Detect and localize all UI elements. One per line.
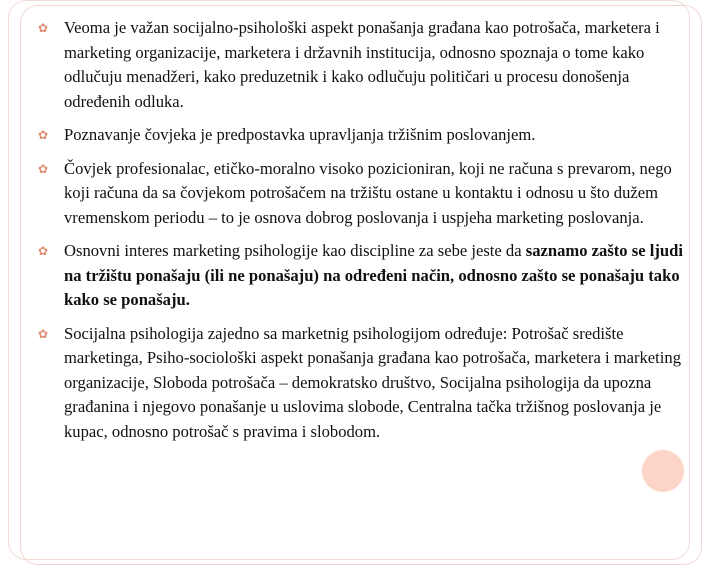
flower-bullet-icon: ✿	[38, 326, 49, 341]
bullet-text: Osnovni interes marketing psihologije kao discipline za sebe jeste da	[64, 241, 526, 260]
bullet-list	[36, 16, 686, 444]
decorative-circle	[641, 449, 685, 493]
bullet-text: Socijalna psihologija zajedno sa marketnig psihologijom određuje: Potrošač središte marketinga, Psiho-sociološki aspekt ponašanja građana kao potrošača, marketera i marketing organizacije, Sloboda potrošača – demokratsko društvo, Socijalna psihologija da upozna građanina i njegovo ponašanje u uslovima slobode, Centralna tačka tržišnog poslovanja je kupac, odnosno potrošač s pravima i slobodom.	[64, 323, 681, 441]
bullet-text: Veoma je važan socijalno-psihološki aspekt ponašanja građana kao potrošača, marketera i marketing organizacije, marketera i državnih institucija, odnosno spoznaja o tome kako odlučuju menadžeri, kako preduzetnik i kako odlučuju političari u procesu donošenja određenih odluka.	[64, 18, 660, 111]
bullet-item	[36, 322, 686, 445]
bullet-item	[36, 239, 686, 313]
flower-bullet-icon: ✿	[38, 244, 49, 258]
bullet-text: Poznavanje čovjeka je predpostavka upravljanja tržišnim poslovanjem.	[64, 125, 536, 144]
bullet-item	[36, 16, 686, 114]
flower-bullet-icon: ✿	[38, 161, 49, 176]
bullet-text: Čovjek profesionalac, etičko-moralno visoko pozicioniran, koji ne računa s prevarom, nego koji računa da sa čovjekom potrošačem na tržištu ostane u kontaktu i odnosu u što dužem vremenskom periodu – to je osnova dobrog poslovanja i uspjeha marketing poslovanja.	[64, 158, 672, 227]
bullet-item	[36, 157, 686, 231]
bullet-item	[36, 123, 686, 148]
bullet-bold-text: saznamo zašto se ljudi na tržištu ponašaju (ili ne ponašaju) na određeni način, odnosno zašto se ponašaju tako kako se ponašaju.	[64, 241, 683, 309]
flower-bullet-icon: ✿	[38, 21, 49, 35]
flower-bullet-icon: ✿	[38, 128, 49, 142]
